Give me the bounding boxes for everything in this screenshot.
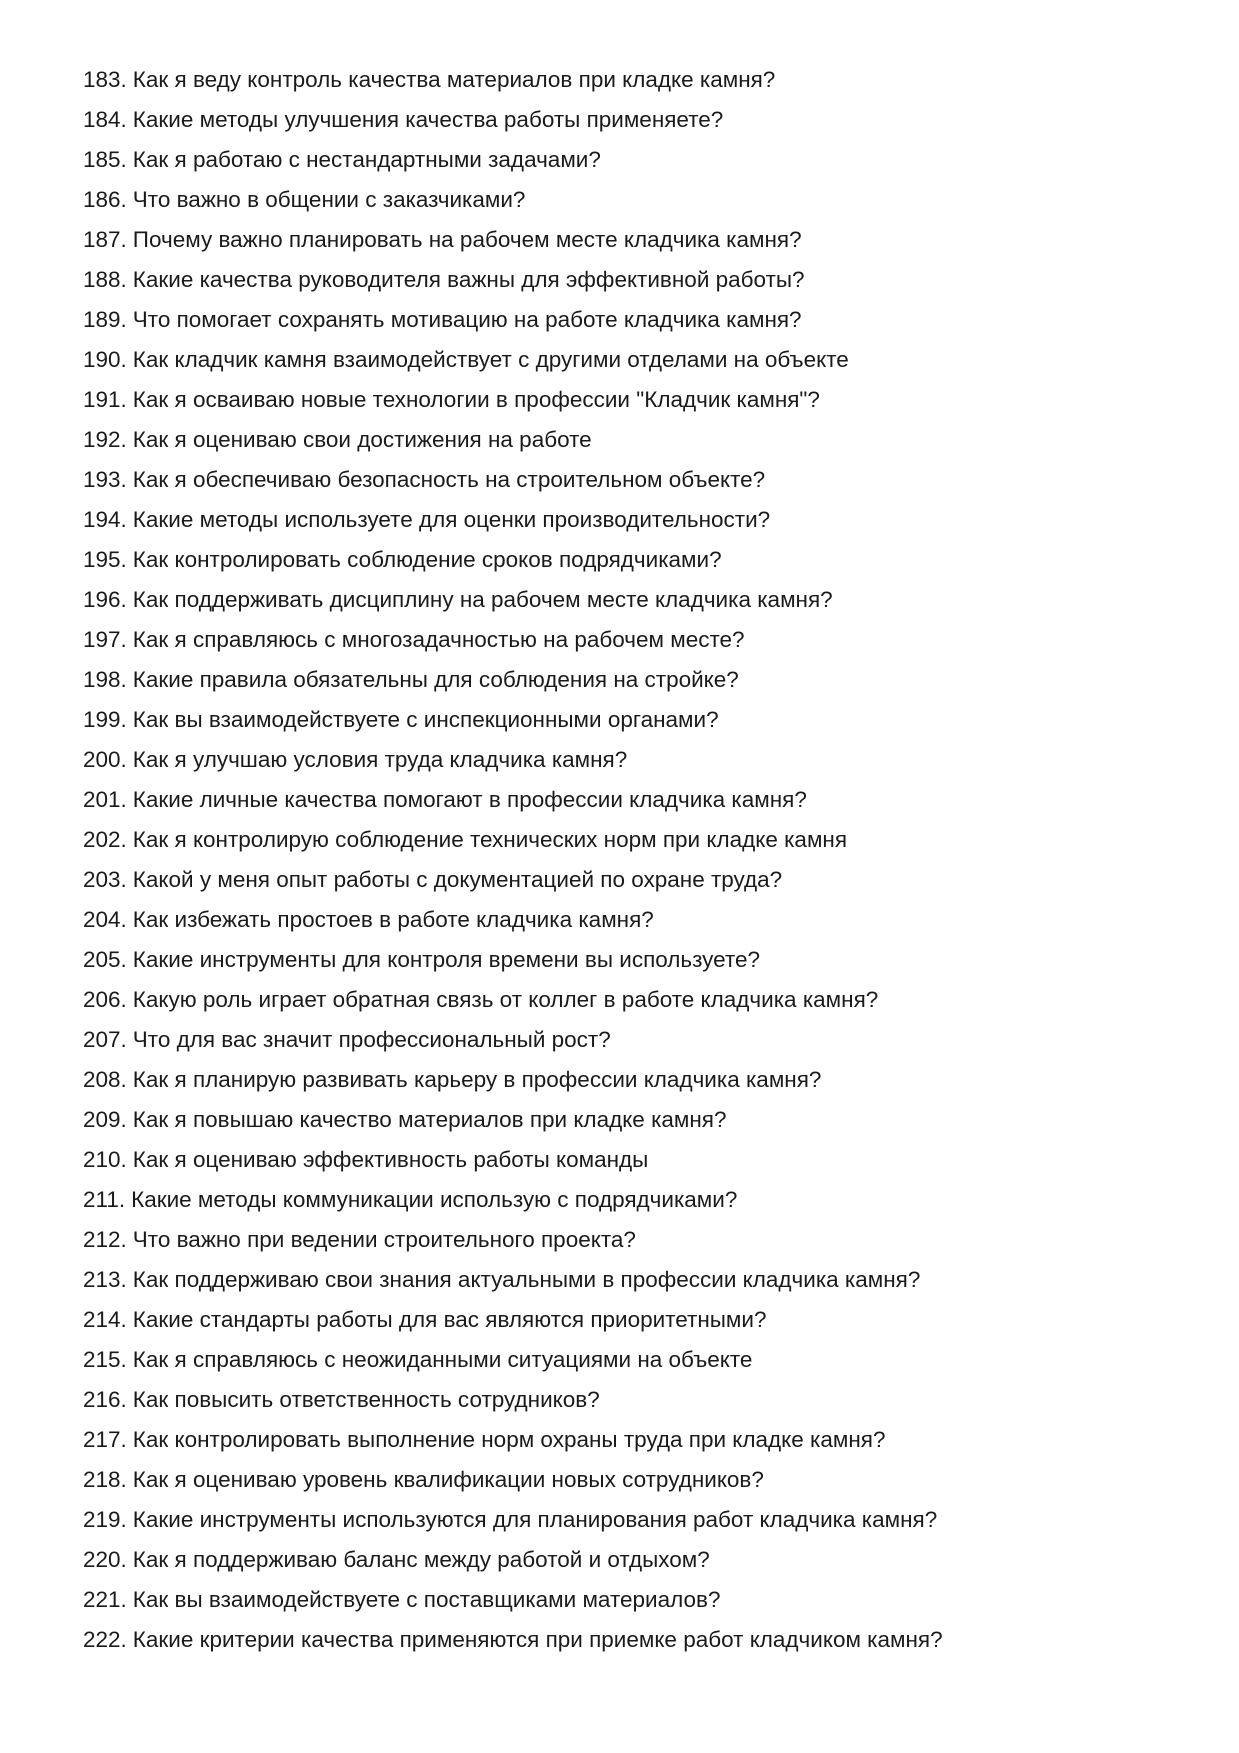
list-item <box>83 980 1183 1020</box>
question-number: 190. <box>83 347 127 372</box>
question-number: 205. <box>83 947 127 972</box>
list-item <box>83 500 1183 540</box>
question-number: 201. <box>83 787 127 812</box>
question-number: 185. <box>83 147 127 172</box>
question-text: Как я работаю с нестандартными задачами? <box>132 147 601 172</box>
question-text: Какие методы используете для оценки производительности? <box>132 507 771 532</box>
list-item <box>83 220 1183 260</box>
question-number: 193. <box>83 467 127 492</box>
list-item <box>83 740 1183 780</box>
question-number: 186. <box>83 187 127 212</box>
list-item <box>83 140 1183 180</box>
question-text: Как я веду контроль качества материалов при кладке камня? <box>132 67 776 92</box>
list-item <box>83 1100 1183 1140</box>
list-item <box>83 380 1183 420</box>
question-text: Что важно при ведении строительного проекта? <box>132 1227 636 1252</box>
question-number: 198. <box>83 667 127 692</box>
question-text: Как поддерживать дисциплину на рабочем месте кладчика камня? <box>132 587 833 612</box>
question-number: 183. <box>83 67 127 92</box>
list-item <box>83 860 1183 900</box>
question-number: 213. <box>83 1267 127 1292</box>
question-number: 200. <box>83 747 127 772</box>
question-text: Как я оцениваю эффективность работы команды <box>132 1147 649 1172</box>
list-item <box>83 1260 1183 1300</box>
question-number: 184. <box>83 107 127 132</box>
question-text: Как вы взаимодействуете с инспекционными органами? <box>132 707 719 732</box>
list-item <box>83 820 1183 860</box>
list-item <box>83 1460 1183 1500</box>
question-text: Как поддерживаю свои знания актуальными в профессии кладчика камня? <box>132 1267 921 1292</box>
question-number: 220. <box>83 1547 127 1572</box>
question-text: Какие инструменты используются для планирования работ кладчика камня? <box>132 1507 938 1532</box>
question-text: Как контролировать выполнение норм охраны труда при кладке камня? <box>132 1427 886 1452</box>
question-number: 221. <box>83 1587 127 1612</box>
list-item <box>83 580 1183 620</box>
question-number: 211. <box>83 1187 126 1212</box>
list-item <box>83 780 1183 820</box>
question-number: 204. <box>83 907 127 932</box>
question-number: 202. <box>83 827 127 852</box>
question-number: 203. <box>83 867 127 892</box>
list-item <box>83 1500 1183 1540</box>
list-item <box>83 1420 1183 1460</box>
list-item <box>83 1540 1183 1580</box>
question-number: 219. <box>83 1507 127 1532</box>
question-number: 217. <box>83 1427 127 1452</box>
question-text: Какие критерии качества применяются при приемке работ кладчиком камня? <box>132 1627 943 1652</box>
question-text: Как я планирую развивать карьеру в профессии кладчика камня? <box>132 1067 822 1092</box>
question-text: Как я обеспечиваю безопасность на строительном объекте? <box>132 467 766 492</box>
question-text: Какие личные качества помогают в профессии кладчика камня? <box>132 787 807 812</box>
list-item <box>83 1300 1183 1340</box>
question-text: Что помогает сохранять мотивацию на работе кладчика камня? <box>132 307 802 332</box>
list-item <box>83 60 1183 100</box>
question-list <box>83 60 1183 1660</box>
question-number: 222. <box>83 1627 127 1652</box>
question-number: 188. <box>83 267 127 292</box>
question-number: 192. <box>83 427 127 452</box>
question-text: Как избежать простоев в работе кладчика камня? <box>132 907 654 932</box>
question-text: Как я оцениваю свои достижения на работе <box>132 427 592 452</box>
question-number: 210. <box>83 1147 127 1172</box>
question-text: Как контролировать соблюдение сроков подрядчиками? <box>132 547 722 572</box>
question-text: Что важно в общении с заказчиками? <box>132 187 526 212</box>
question-number: 197. <box>83 627 127 652</box>
list-item <box>83 420 1183 460</box>
list-item <box>83 660 1183 700</box>
list-item <box>83 1620 1183 1660</box>
question-text: Как вы взаимодействуете с поставщиками материалов? <box>132 1587 721 1612</box>
question-number: 216. <box>83 1387 127 1412</box>
question-text: Как я улучшаю условия труда кладчика камня? <box>132 747 628 772</box>
question-number: 207. <box>83 1027 127 1052</box>
list-item <box>83 460 1183 500</box>
list-item <box>83 1180 1183 1220</box>
question-text: Какие методы коммуникации использую с подрядчиками? <box>131 1187 738 1212</box>
question-text: Какую роль играет обратная связь от коллег в работе кладчика камня? <box>132 987 879 1012</box>
question-number: 212. <box>83 1227 127 1252</box>
question-number: 209. <box>83 1107 127 1132</box>
list-item <box>83 700 1183 740</box>
question-text: Как я оцениваю уровень квалификации новых сотрудников? <box>132 1467 764 1492</box>
list-item <box>83 340 1183 380</box>
question-number: 199. <box>83 707 127 732</box>
question-number: 195. <box>83 547 127 572</box>
question-number: 196. <box>83 587 127 612</box>
list-item <box>83 1220 1183 1260</box>
question-text: Почему важно планировать на рабочем месте кладчика камня? <box>132 227 802 252</box>
list-item <box>83 1140 1183 1180</box>
list-item <box>83 1060 1183 1100</box>
question-number: 208. <box>83 1067 127 1092</box>
question-text: Как повысить ответственность сотрудников? <box>132 1387 600 1412</box>
list-item <box>83 540 1183 580</box>
question-number: 218. <box>83 1467 127 1492</box>
question-text: Как я поддерживаю баланс между работой и отдыхом? <box>132 1547 710 1572</box>
list-item <box>83 1580 1183 1620</box>
question-text: Какой у меня опыт работы с документацией по охране труда? <box>132 867 783 892</box>
list-item <box>83 260 1183 300</box>
list-item <box>83 900 1183 940</box>
question-text: Какие инструменты для контроля времени вы используете? <box>132 947 761 972</box>
question-text: Как я осваиваю новые технологии в профессии "Кладчик камня"? <box>132 387 820 412</box>
question-number: 206. <box>83 987 127 1012</box>
question-number: 191. <box>83 387 127 412</box>
question-text: Как я справляюсь с многозадачностью на рабочем месте? <box>132 627 745 652</box>
question-number: 194. <box>83 507 127 532</box>
list-item <box>83 940 1183 980</box>
question-text: Какие методы улучшения качества работы применяете? <box>132 107 724 132</box>
list-item <box>83 100 1183 140</box>
question-text: Как я справляюсь с неожиданными ситуациями на объекте <box>132 1347 753 1372</box>
question-text: Какие правила обязательны для соблюдения на стройке? <box>132 667 739 692</box>
list-item <box>83 1380 1183 1420</box>
list-item <box>83 1020 1183 1060</box>
question-text: Что для вас значит профессиональный рост? <box>132 1027 611 1052</box>
list-item <box>83 1340 1183 1380</box>
question-number: 215. <box>83 1347 127 1372</box>
question-text: Как я повышаю качество материалов при кладке камня? <box>132 1107 727 1132</box>
question-number: 189. <box>83 307 127 332</box>
list-item <box>83 300 1183 340</box>
question-text: Как кладчик камня взаимодействует с другими отделами на объекте <box>132 347 849 372</box>
question-number: 214. <box>83 1307 127 1332</box>
question-number: 187. <box>83 227 127 252</box>
question-text: Какие качества руководителя важны для эффективной работы? <box>132 267 805 292</box>
list-item <box>83 180 1183 220</box>
list-item <box>83 620 1183 660</box>
question-text: Как я контролирую соблюдение технических норм при кладке камня <box>132 827 848 852</box>
question-text: Какие стандарты работы для вас являются приоритетными? <box>132 1307 767 1332</box>
